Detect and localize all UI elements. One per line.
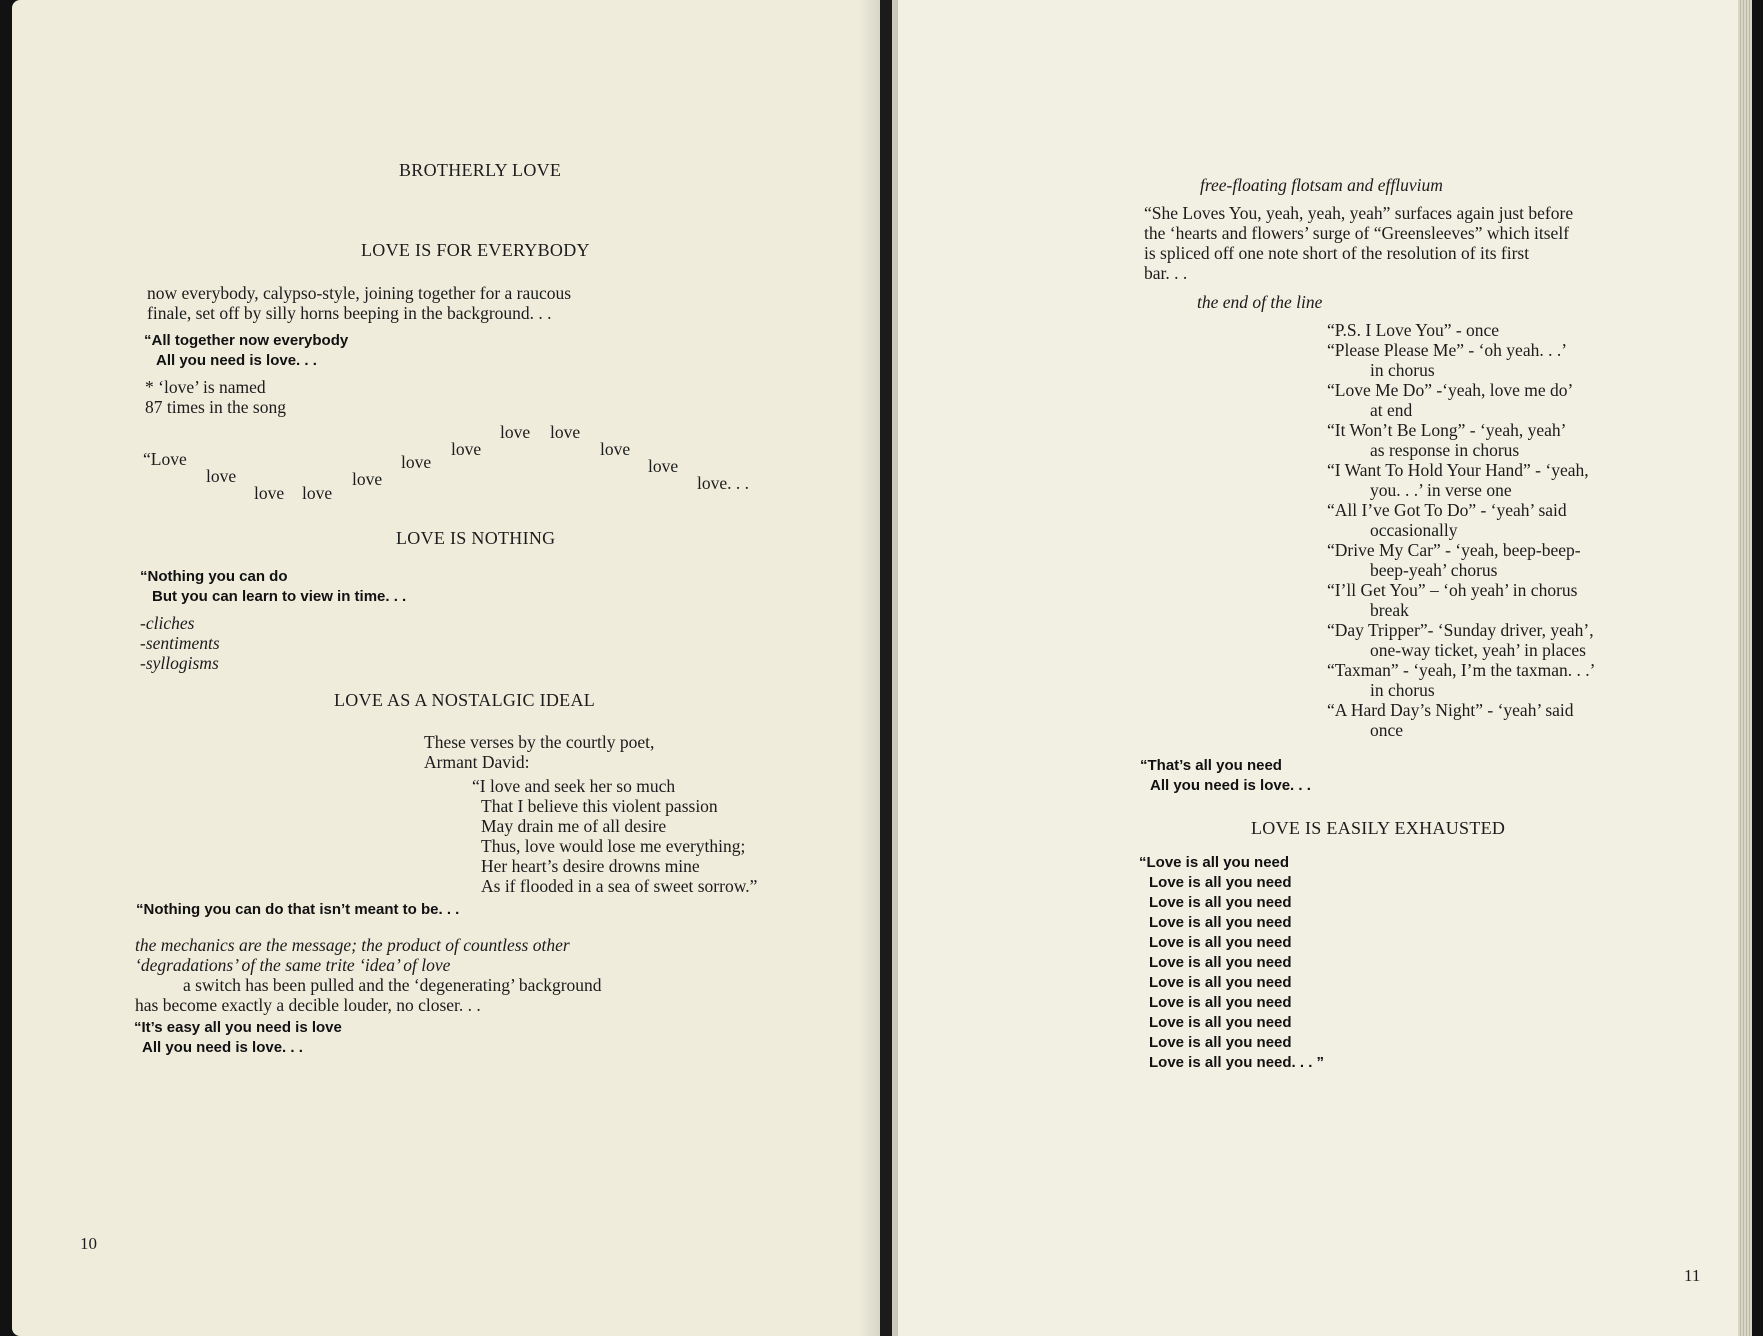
song-detail-line: you. . .’ in verse one (1370, 480, 1512, 500)
list-item (1327, 460, 1595, 500)
text-line: 87 times in the song (145, 397, 286, 417)
song-title-line: “A Hard Day’s Night” - ‘yeah’ said (1327, 700, 1574, 720)
list-item (1327, 660, 1595, 700)
list-item (1327, 340, 1595, 380)
intro-paragraph (147, 283, 571, 323)
text-line: bar. . . (1144, 263, 1188, 283)
text-line: Armant David: (424, 752, 530, 772)
text-line: finale, set off by silly horns beeping in the background. . . (147, 303, 552, 323)
lyric-line: “All together now everybody (144, 332, 349, 349)
lyric-line: All you need is love. . . (1150, 777, 1311, 794)
section-heading-love-is-nothing: LOVE IS NOTHING (396, 528, 556, 548)
poem-line: May drain me of all desire (481, 816, 667, 836)
song-title-line: “Drive My Car” - ‘yeah, beep-beep- (1327, 540, 1581, 560)
intro-paragraph (424, 732, 654, 772)
song-detail-line: occasionally (1370, 520, 1458, 540)
italic-list (140, 613, 220, 673)
song-title-line: “Taxman” - ‘yeah, I’m the taxman. . .’ (1327, 660, 1596, 680)
list-item (1327, 320, 1595, 340)
text-line: * ‘love’ is named (145, 377, 266, 397)
song-detail-line: one-way ticket, yeah’ in places (1370, 640, 1586, 660)
section-heading-love-is-for-everybody: LOVE IS FOR EVERYBODY (361, 240, 590, 260)
poem-line: As if flooded in a sea of sweet sorrow.” (481, 876, 758, 896)
repeated-lyric-block (1139, 853, 1324, 1073)
page-number: 10 (80, 1234, 97, 1253)
lyric-quote (1140, 756, 1311, 796)
text-line: the mechanics are the message; the product of countless other (135, 935, 570, 955)
song-detail-line: at end (1370, 400, 1413, 420)
list-item (1327, 420, 1595, 460)
body-paragraph (1144, 203, 1573, 283)
lyric-line: “It’s easy all you need is love (134, 1019, 342, 1036)
song-detail-line: beep-yeah’ chorus (1370, 560, 1498, 580)
text-line: a switch has been pulled and the ‘degenerating’ background (183, 975, 602, 995)
lyric-line: “Love is all you need (1139, 854, 1290, 871)
section-heading-easily-exhausted: LOVE IS EASILY EXHAUSTED (1251, 818, 1506, 838)
love-word: love (550, 422, 581, 442)
lyric-line: Love is all you need (1149, 994, 1292, 1011)
lyric-quote (134, 1018, 342, 1058)
lyric-quote (140, 567, 406, 607)
song-detail-line: as response in chorus (1370, 440, 1520, 460)
song-detail-line: once (1370, 720, 1404, 740)
song-title-line: “Please Please Me” - ‘oh yeah. . .’ (1327, 340, 1568, 360)
poem-line: That I believe this violent passion (481, 796, 718, 816)
song-title-line: “I Want To Hold Your Hand” - ‘yeah, (1327, 460, 1589, 480)
page-number: 11 (1684, 1266, 1701, 1285)
list-item (1327, 620, 1595, 660)
book-gutter-shadow (858, 0, 898, 1336)
love-word: love (648, 456, 679, 476)
lyric-line: Love is all you need (1149, 1014, 1292, 1031)
love-word: love (254, 483, 285, 503)
text-line: “She Loves You, yeah, yeah, yeah” surfaces again just before (1144, 203, 1574, 223)
song-title-line: “It Won’t Be Long” - ‘yeah, yeah’ (1327, 420, 1567, 440)
lyric-quote (144, 331, 348, 371)
lyric-line: Love is all you need (1149, 894, 1292, 911)
song-list (1327, 320, 1595, 740)
list-item (1327, 540, 1595, 580)
page-edge (1738, 0, 1752, 1336)
lyric-line: But you can learn to view in time. . . (152, 588, 407, 605)
section-heading-end-of-line: the end of the line (1197, 292, 1323, 312)
footnote (145, 377, 286, 417)
list-item (1327, 580, 1595, 620)
song-title-line: “P.S. I Love You” - once (1327, 320, 1500, 340)
list-item (1327, 380, 1595, 420)
lyric-line: Love is all you need (1149, 874, 1292, 891)
book-spine (880, 0, 892, 1336)
song-detail-line: in chorus (1370, 680, 1435, 700)
poem (472, 776, 757, 896)
lyric-line: All you need is love. . . (142, 1039, 303, 1056)
italic-note (135, 935, 570, 975)
song-title-line: “All I’ve Got To Do” - ‘yeah’ said (1327, 500, 1567, 520)
lyric-line: Love is all you need (1149, 934, 1292, 951)
lyric-line: “Nothing you can do (140, 568, 288, 585)
list-item: -syllogisms (140, 653, 219, 673)
right-page (892, 0, 1752, 1336)
section-heading-nostalgic-ideal: LOVE AS A NOSTALGIC IDEAL (334, 690, 596, 710)
section-heading-flotsam: free-floating flotsam and effluvium (1200, 175, 1443, 195)
poem-line: Thus, love would lose me everything; (481, 836, 746, 856)
love-word: love (500, 422, 531, 442)
text-line: ‘degradations’ of the same trite ‘idea’ of love (135, 955, 451, 975)
lyric-quote: “Nothing you can do that isn’t meant to be. . . (136, 901, 460, 918)
lyric-line: Love is all you need (1149, 914, 1292, 931)
song-detail-line: break (1370, 600, 1409, 620)
love-word: love (206, 466, 237, 486)
song-title-line: “I’ll Get You” – ‘oh yeah’ in chorus (1327, 580, 1578, 600)
love-word: “Love (143, 449, 187, 469)
love-word: love (302, 483, 333, 503)
love-word: love (451, 439, 482, 459)
list-item: -sentiments (140, 633, 220, 653)
text-line: has become exactly a decible louder, no closer. . . (135, 995, 481, 1015)
list-item (1327, 700, 1595, 740)
page-title: BROTHERLY LOVE (399, 160, 562, 180)
lyric-line: Love is all you need (1149, 954, 1292, 971)
lyric-line: Love is all you need. . . ” (1149, 1054, 1325, 1071)
song-title-line: “Love Me Do” -‘yeah, love me do’ (1327, 380, 1574, 400)
love-word: love (352, 469, 383, 489)
lyric-line: Love is all you need (1149, 974, 1292, 991)
love-word: love (401, 452, 432, 472)
love-word: love. . . (697, 473, 750, 493)
list-item: -cliches (140, 613, 195, 633)
body-paragraph (135, 975, 602, 1015)
list-item (1327, 500, 1595, 540)
song-detail-line: in chorus (1370, 360, 1435, 380)
lyric-line: All you need is love. . . (156, 352, 317, 369)
text-line: now everybody, calypso-style, joining together for a raucous (147, 283, 572, 303)
song-title-line: “Day Tripper”- ‘Sunday driver, yeah’, (1327, 620, 1594, 640)
text-line: the ‘hearts and flowers’ surge of “Greensleeves” which itself (1144, 223, 1570, 243)
love-word: love (600, 439, 631, 459)
poem-line: Her heart’s desire drowns mine (481, 856, 700, 876)
text-line: These verses by the courtly poet, (424, 732, 655, 752)
poem-line: “I love and seek her so much (472, 776, 676, 796)
text-line: is spliced off one note short of the resolution of its first (1144, 243, 1530, 263)
lyric-line: “That’s all you need (1140, 757, 1282, 774)
lyric-line: Love is all you need (1149, 1034, 1292, 1051)
